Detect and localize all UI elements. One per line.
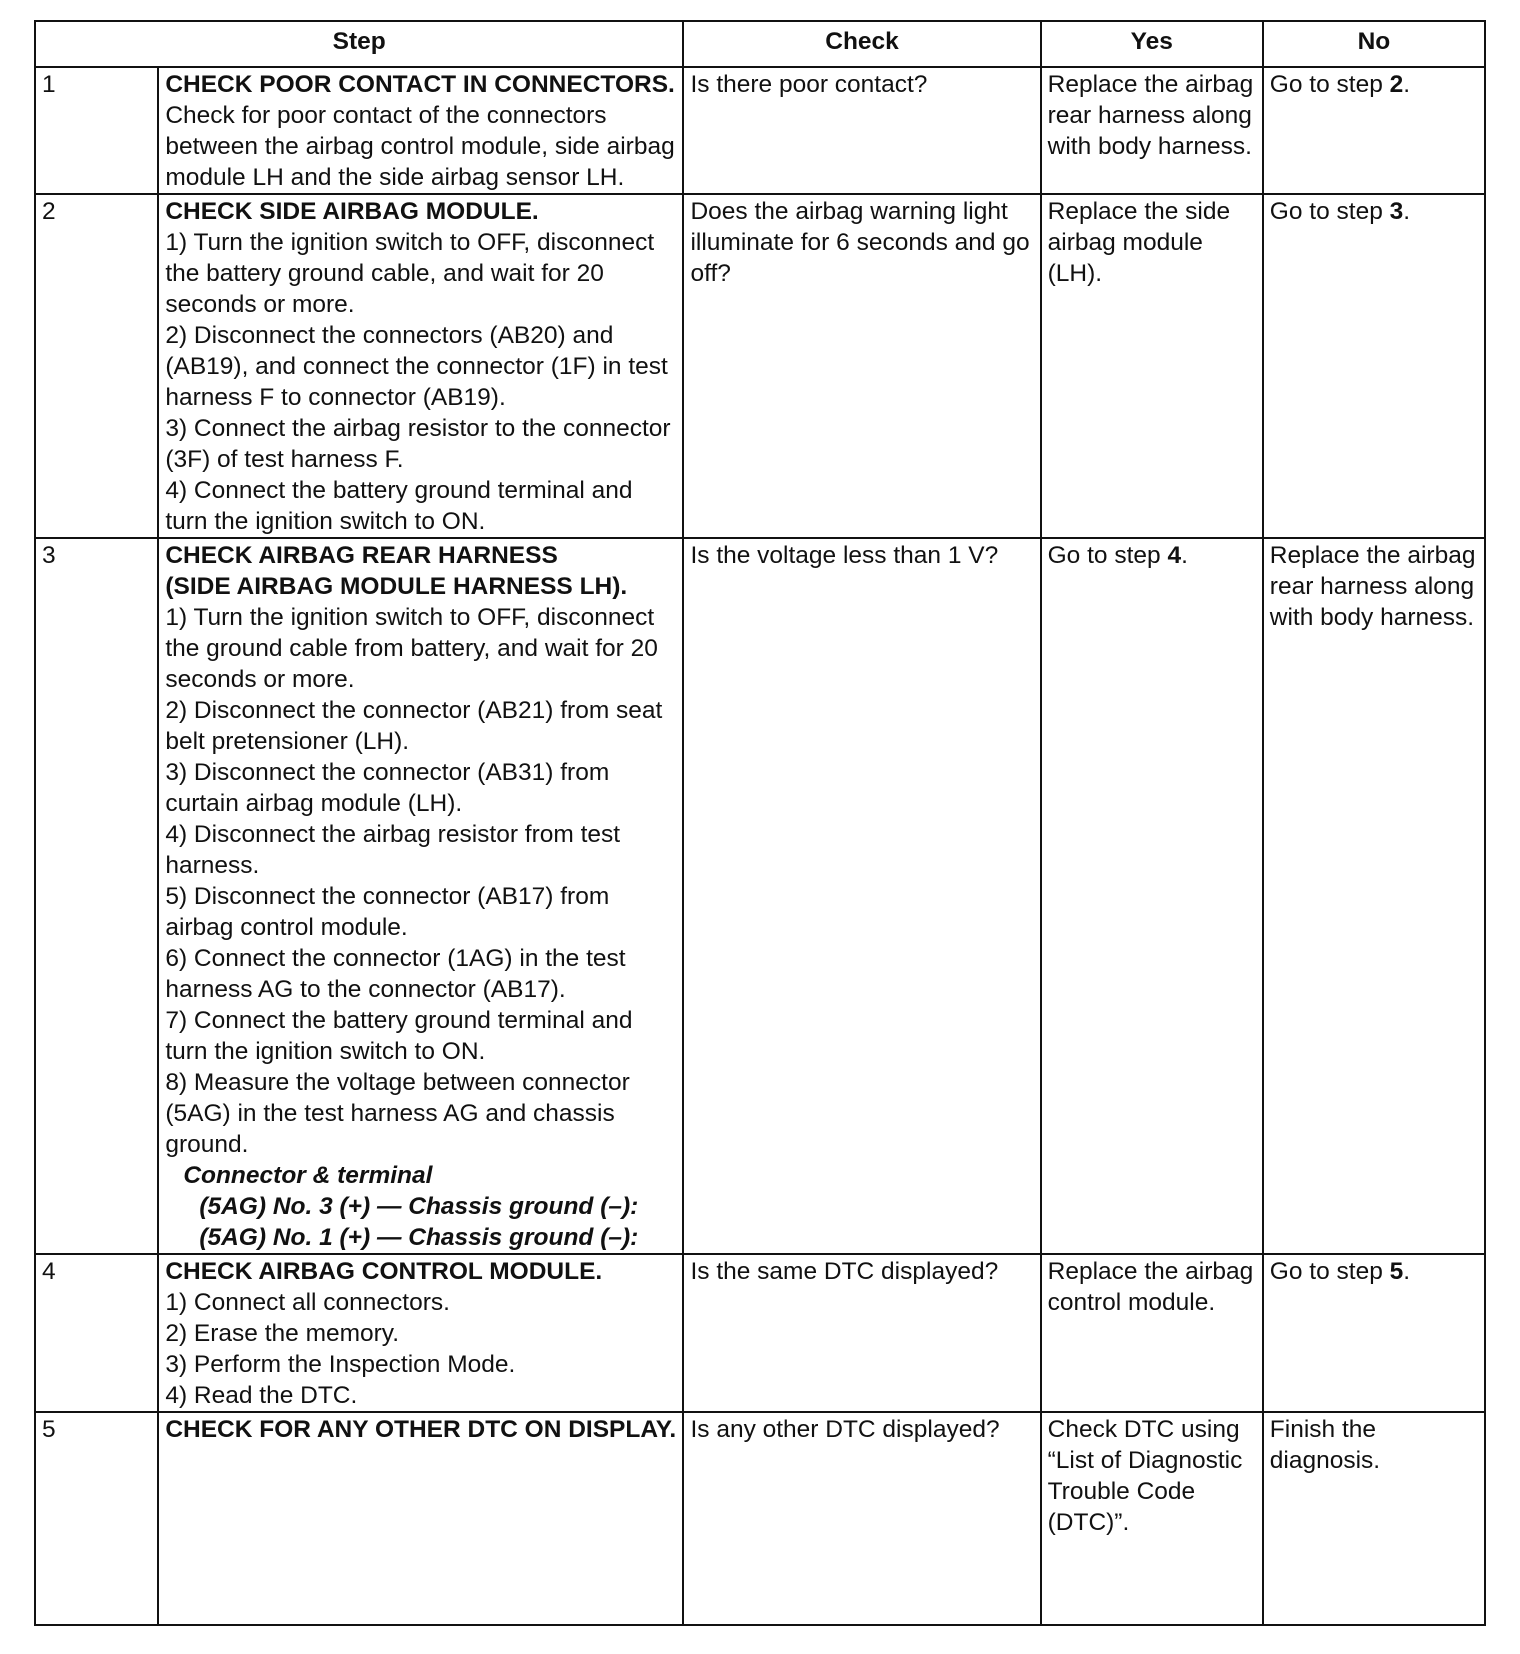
table-header-row — [35, 21, 1485, 67]
step-reference: 2 — [1389, 71, 1404, 98]
check-cell: Is the voltage less than 1 V? — [683, 538, 1040, 1254]
diagnostic-procedure-table — [34, 20, 1486, 1626]
step-number: 2 — [35, 194, 158, 538]
step-title: CHECK AIRBAG CONTROL MODULE. — [165, 1258, 603, 1285]
header-no: No — [1263, 21, 1485, 67]
step-instruction: 4) Disconnect the airbag resistor from test harness. — [165, 821, 621, 879]
step-description — [158, 194, 683, 538]
no-text: Go to step — [1269, 1258, 1390, 1285]
connector-terminal-spec: (5AG) No. 3 (+) — Chassis ground (–): — [199, 1193, 639, 1220]
step-description — [158, 1254, 683, 1412]
step-instruction: 1) Connect all connectors. — [165, 1289, 450, 1316]
step-reference: 3 — [1389, 198, 1404, 225]
step-instruction: 1) Turn the ignition switch to OFF, disconnect the ground cable from battery, and wait for 20 seconds or more. — [165, 604, 658, 693]
step-description — [158, 1412, 683, 1625]
step-instruction: 4) Connect the battery ground terminal and turn the ignition switch to ON. — [165, 477, 633, 535]
step-reference: 5 — [1389, 1258, 1404, 1285]
step-instruction: Check for poor contact of the connectors between the airbag control module, side airbag module LH and the side airbag sensor LH. — [165, 102, 675, 191]
step-number: 4 — [35, 1254, 158, 1412]
step-instruction: 7) Connect the battery ground terminal and turn the ignition switch to ON. — [165, 1007, 633, 1065]
header-yes: Yes — [1041, 21, 1263, 67]
no-cell — [1263, 1254, 1485, 1412]
step-title: CHECK AIRBAG REAR HARNESS — [165, 542, 558, 569]
step-instruction: 4) Read the DTC. — [165, 1382, 358, 1409]
step-instruction: 2) Erase the memory. — [165, 1320, 400, 1347]
yes-cell: Replace the side airbag module (LH). — [1041, 194, 1263, 538]
table-row — [35, 194, 1485, 538]
no-text-suffix: . — [1403, 71, 1411, 98]
yes-cell: Replace the airbag control module. — [1041, 1254, 1263, 1412]
table-row — [35, 1254, 1485, 1412]
step-instruction: 1) Turn the ignition switch to OFF, disconnect the battery ground cable, and wait for 20 seconds or more. — [165, 229, 655, 318]
step-reference: 4 — [1167, 542, 1182, 569]
step-number: 5 — [35, 1412, 158, 1625]
step-instruction: 8) Measure the voltage between connector (5AG) in the test harness AG and chassis ground. — [165, 1069, 630, 1158]
step-title: CHECK FOR ANY OTHER DTC ON DISPLAY. — [165, 1416, 677, 1443]
yes-text-suffix: . — [1181, 542, 1188, 569]
header-step: Step — [35, 21, 683, 67]
check-cell: Is the same DTC displayed? — [683, 1254, 1040, 1412]
step-number: 1 — [35, 67, 158, 194]
no-text-suffix: . — [1403, 1258, 1411, 1285]
step-instruction: 3) Connect the airbag resistor to the connector (3F) of test harness F. — [165, 415, 671, 473]
step-instruction: 2) Disconnect the connector (AB21) from seat belt pretensioner (LH). — [165, 697, 663, 755]
check-cell: Is there poor contact? — [683, 67, 1040, 194]
header-check: Check — [683, 21, 1040, 67]
no-text-suffix: . — [1403, 198, 1411, 225]
no-cell: Finish the diagnosis. — [1263, 1412, 1485, 1625]
step-instruction: 3) Disconnect the connector (AB31) from curtain airbag module (LH). — [165, 759, 610, 817]
no-cell: Replace the airbag rear harness along with body harness. — [1263, 538, 1485, 1254]
step-title: CHECK POOR CONTACT IN CONNECTORS. — [165, 71, 675, 98]
step-number: 3 — [35, 538, 158, 1254]
yes-cell — [1041, 538, 1263, 1254]
no-text: Go to step — [1269, 71, 1390, 98]
check-cell: Does the airbag warning light illuminate for 6 seconds and go off? — [683, 194, 1040, 538]
yes-text: Go to step — [1047, 542, 1168, 569]
connector-terminal-label: Connector & terminal — [183, 1162, 433, 1189]
no-text: Go to step — [1269, 198, 1390, 225]
step-instruction: 2) Disconnect the connectors (AB20) and (AB19), and connect the connector (1F) in test harness F to connector (AB19). — [165, 322, 668, 411]
step-title: CHECK SIDE AIRBAG MODULE. — [165, 198, 539, 225]
yes-cell: Check DTC using “List of Diagnostic Trouble Code (DTC)”. — [1041, 1412, 1263, 1625]
table-row — [35, 538, 1485, 1254]
step-title-continued: (SIDE AIRBAG MODULE HARNESS LH). — [165, 573, 628, 600]
step-instruction: 5) Disconnect the connector (AB17) from airbag control module. — [165, 883, 610, 941]
step-description — [158, 538, 683, 1254]
yes-cell: Replace the airbag rear harness along with body harness. — [1041, 67, 1263, 194]
check-cell: Is any other DTC displayed? — [683, 1412, 1040, 1625]
table-row — [35, 67, 1485, 194]
step-instruction: 6) Connect the connector (1AG) in the test harness AG to the connector (AB17). — [165, 945, 626, 1003]
step-instruction: 3) Perform the Inspection Mode. — [165, 1351, 516, 1378]
connector-terminal-spec: (5AG) No. 1 (+) — Chassis ground (–): — [199, 1224, 639, 1251]
no-cell — [1263, 67, 1485, 194]
step-description — [158, 67, 683, 194]
no-cell — [1263, 194, 1485, 538]
table-row — [35, 1412, 1485, 1625]
